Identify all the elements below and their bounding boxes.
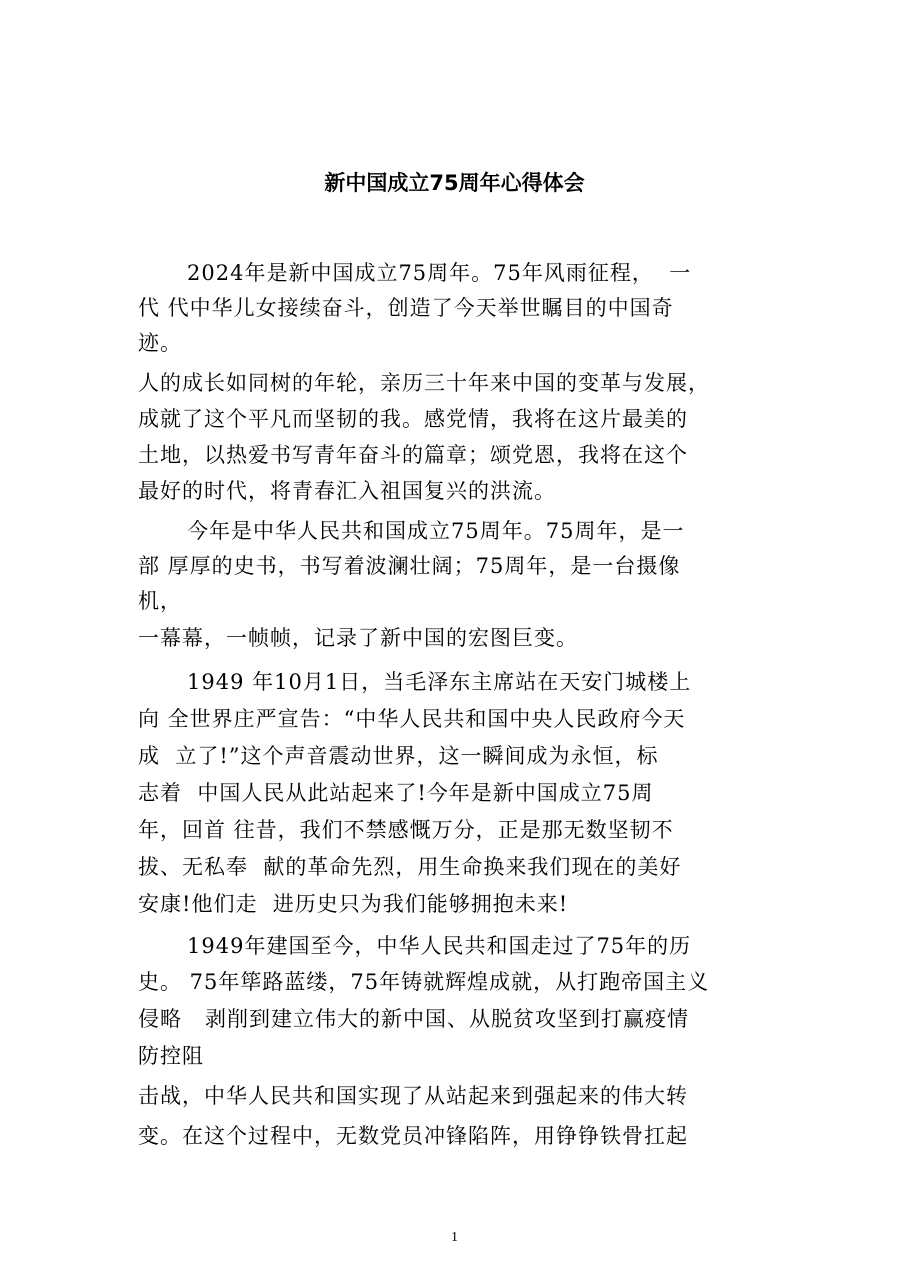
text-line: 志着 中国人民从此站起来了!今年是新中国成立75周 <box>138 781 654 805</box>
text-line: 代 代中华儿女接续奋斗，创造了今天举世瞩目的中国奇 <box>138 296 674 320</box>
text-line: 最好的时代，将青春汇入祖国复兴的洪流。 <box>138 479 556 503</box>
text-line: 击战，中华人民共和国实现了从站起来到强起来的伟大转 <box>138 1084 688 1108</box>
text-line: 1949 年10月1日，当毛泽东主席站在天安门城楼上 <box>187 670 692 694</box>
text-line: 2024年是新中国成立75周年。75年风雨征程， 一 <box>187 261 692 285</box>
text-line: 1949年建国至今，中华人民共和国走过了75年的历 <box>187 934 692 958</box>
text-line: 年，回首 往昔，我们不禁感慨万分，正是那无数坚韧不 <box>138 818 674 842</box>
text-line: 史。 75年筚路蓝缕，75年铸就辉煌成就，从打跑帝国主义 <box>138 970 710 994</box>
text-line: 向 全世界庄严宣告：“中华人民共和国中央人民政府今天 <box>138 707 686 731</box>
text-line: 一幕幕，一帧帧，记录了新中国的宏图巨变。 <box>138 626 578 650</box>
text-line: 侵略 剥削到建立伟大的新中国、从脱贫攻坚到打赢疫情 <box>138 1007 690 1031</box>
page-number: 1 <box>451 1230 458 1245</box>
text-line: 变。在这个过程中，无数党员冲锋陷阵，用铮铮铁骨扛起 <box>138 1124 688 1148</box>
text-line: 土地，以热爱书写青年奋斗的篇章；颂党恩，我将在这个 <box>138 443 688 467</box>
text-line: 拔、无私奉 献的革命先烈，用生命换来我们现在的美好 <box>138 855 682 879</box>
text-line: 安康!他们走 进历史只为我们能够拥抱未来! <box>138 892 569 916</box>
text-line: 成 立了!”这个声音震动世界，这一瞬间成为永恒，标 <box>138 744 659 768</box>
text-line: 机， <box>138 589 182 613</box>
document-title: 新中国成立75周年心得体会 <box>324 171 585 195</box>
text-line: 迹。 <box>138 331 182 355</box>
text-line: 部 厚厚的史书，书写着波澜壮阔；75周年，是一台摄像 <box>138 554 681 578</box>
text-line: 人的成长如同树的年轮，亲历三十年来中国的变革与发展， <box>138 371 710 395</box>
text-line: 防控阻 <box>138 1044 204 1068</box>
text-line: 成就了这个平凡而坚韧的我。感党情，我将在这片最美的 <box>138 407 688 431</box>
text-line: 今年是中华人民共和国成立75周年。75周年，是一 <box>187 519 685 543</box>
